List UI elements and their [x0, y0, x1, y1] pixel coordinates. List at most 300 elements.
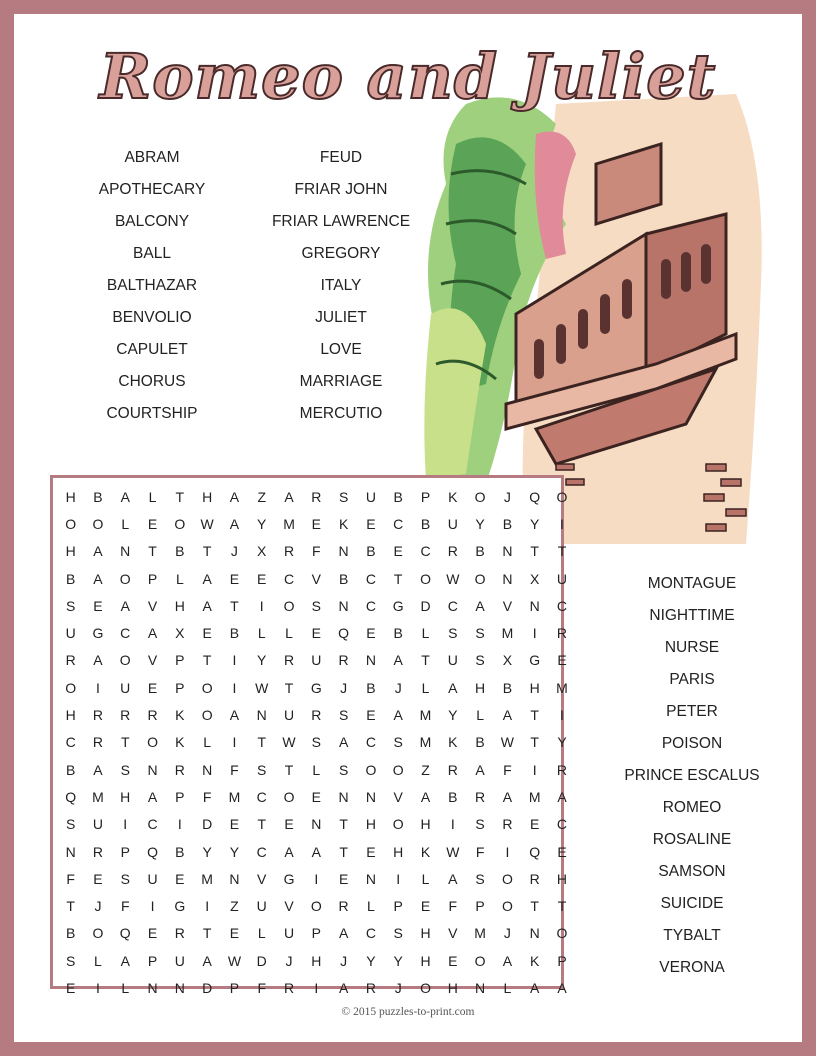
- grid-letter[interactable]: H: [311, 952, 322, 969]
- grid-letter[interactable]: R: [338, 652, 349, 669]
- grid-letter[interactable]: A: [475, 761, 485, 778]
- grid-letter[interactable]: I: [259, 597, 264, 614]
- grid-letter[interactable]: E: [147, 679, 158, 696]
- grid-letter[interactable]: K: [420, 843, 431, 860]
- grid-letter[interactable]: E: [366, 843, 376, 860]
- grid-letter[interactable]: D: [420, 597, 431, 614]
- grid-letter[interactable]: J: [340, 952, 348, 969]
- grid-letter[interactable]: V: [448, 925, 458, 942]
- grid-letter[interactable]: S: [311, 734, 321, 751]
- grid-letter[interactable]: I: [314, 979, 319, 996]
- grid-letter[interactable]: O: [474, 570, 486, 587]
- grid-letter[interactable]: T: [202, 543, 212, 560]
- grid-letter[interactable]: R: [92, 843, 103, 860]
- grid-letter[interactable]: O: [119, 652, 131, 669]
- grid-letter[interactable]: U: [283, 925, 295, 942]
- grid-letter[interactable]: A: [311, 843, 321, 860]
- grid-letter[interactable]: T: [530, 543, 539, 560]
- grid-letter[interactable]: Q: [529, 488, 541, 505]
- grid-letter[interactable]: A: [420, 788, 431, 805]
- grid-letter[interactable]: P: [147, 952, 158, 969]
- grid-letter[interactable]: O: [420, 979, 431, 996]
- grid-letter[interactable]: R: [502, 816, 513, 833]
- grid-letter[interactable]: Y: [530, 515, 540, 532]
- grid-letter[interactable]: A: [147, 625, 158, 642]
- grid-letter[interactable]: S: [65, 952, 76, 969]
- grid-letter[interactable]: O: [283, 788, 295, 805]
- grid-letter[interactable]: E: [366, 625, 376, 642]
- grid-letter[interactable]: N: [365, 788, 376, 805]
- grid-letter[interactable]: H: [174, 597, 185, 614]
- grid-letter[interactable]: T: [557, 898, 567, 915]
- grid-letter[interactable]: K: [175, 734, 185, 751]
- grid-letter[interactable]: T: [120, 734, 130, 751]
- grid-letter[interactable]: L: [148, 488, 157, 505]
- grid-letter[interactable]: S: [475, 816, 485, 833]
- grid-letter[interactable]: J: [503, 925, 511, 942]
- grid-letter[interactable]: A: [338, 979, 349, 996]
- grid-letter[interactable]: T: [175, 488, 185, 505]
- grid-letter[interactable]: L: [312, 761, 321, 778]
- grid-letter[interactable]: V: [257, 870, 267, 887]
- grid-letter[interactable]: B: [393, 488, 403, 505]
- grid-letter[interactable]: E: [557, 652, 567, 669]
- grid-letter[interactable]: Y: [229, 843, 240, 860]
- grid-letter[interactable]: J: [230, 543, 238, 560]
- grid-letter[interactable]: E: [257, 570, 267, 587]
- grid-letter[interactable]: M: [474, 925, 486, 942]
- grid-letter[interactable]: F: [448, 898, 458, 915]
- grid-letter[interactable]: G: [283, 870, 295, 887]
- grid-letter[interactable]: H: [202, 488, 213, 505]
- grid-letter[interactable]: B: [502, 679, 513, 696]
- grid-letter[interactable]: J: [340, 679, 348, 696]
- grid-letter[interactable]: X: [175, 625, 185, 642]
- grid-letter[interactable]: U: [120, 679, 131, 696]
- grid-letter[interactable]: P: [147, 570, 158, 587]
- grid-letter[interactable]: A: [120, 952, 130, 969]
- grid-letter[interactable]: C: [283, 570, 295, 587]
- grid-letter[interactable]: T: [530, 734, 539, 751]
- grid-letter[interactable]: F: [202, 788, 212, 805]
- grid-letter[interactable]: H: [420, 816, 431, 833]
- grid-letter[interactable]: O: [92, 925, 104, 942]
- grid-letter[interactable]: L: [203, 734, 212, 751]
- grid-letter[interactable]: C: [256, 843, 267, 860]
- grid-letter[interactable]: I: [177, 816, 182, 833]
- grid-letter[interactable]: O: [556, 925, 568, 942]
- grid-letter[interactable]: T: [66, 898, 75, 915]
- grid-letter[interactable]: K: [338, 515, 349, 532]
- grid-letter[interactable]: E: [338, 870, 349, 887]
- grid-letter[interactable]: A: [393, 652, 403, 669]
- grid-letter[interactable]: O: [310, 898, 322, 915]
- grid-letter[interactable]: H: [475, 679, 486, 696]
- grid-letter[interactable]: C: [365, 570, 376, 587]
- grid-letter[interactable]: A: [120, 597, 130, 614]
- grid-letter[interactable]: H: [420, 952, 431, 969]
- grid-letter[interactable]: C: [420, 543, 431, 560]
- grid-letter[interactable]: N: [338, 597, 349, 614]
- grid-letter[interactable]: P: [175, 652, 185, 669]
- grid-letter[interactable]: I: [560, 515, 564, 532]
- grid-letter[interactable]: A: [202, 570, 212, 587]
- grid-letter[interactable]: O: [174, 515, 186, 532]
- grid-letter[interactable]: H: [65, 543, 76, 560]
- grid-letter[interactable]: P: [557, 952, 567, 969]
- grid-letter[interactable]: U: [556, 570, 568, 587]
- grid-letter[interactable]: F: [230, 761, 239, 778]
- grid-letter[interactable]: W: [200, 515, 214, 532]
- grid-letter[interactable]: T: [257, 816, 266, 833]
- grid-letter[interactable]: G: [174, 898, 186, 915]
- grid-letter[interactable]: O: [92, 515, 104, 532]
- grid-letter[interactable]: A: [229, 488, 240, 505]
- grid-letter[interactable]: F: [312, 543, 321, 560]
- grid-letter[interactable]: A: [93, 761, 103, 778]
- grid-letter[interactable]: C: [447, 597, 458, 614]
- grid-letter[interactable]: W: [282, 734, 296, 751]
- grid-letter[interactable]: T: [557, 543, 567, 560]
- grid-letter[interactable]: K: [448, 488, 458, 505]
- grid-letter[interactable]: L: [421, 679, 430, 696]
- grid-letter[interactable]: E: [448, 952, 458, 969]
- grid-letter[interactable]: R: [447, 543, 458, 560]
- grid-letter[interactable]: M: [501, 625, 514, 642]
- grid-letter[interactable]: O: [65, 515, 77, 532]
- grid-letter[interactable]: S: [338, 707, 349, 724]
- grid-letter[interactable]: O: [474, 488, 486, 505]
- grid-letter[interactable]: S: [338, 488, 349, 505]
- grid-letter[interactable]: H: [420, 925, 431, 942]
- grid-letter[interactable]: B: [65, 761, 76, 778]
- grid-letter[interactable]: C: [147, 816, 158, 833]
- grid-letter[interactable]: R: [92, 707, 103, 724]
- grid-letter[interactable]: I: [505, 843, 510, 860]
- grid-letter[interactable]: S: [475, 870, 485, 887]
- grid-letter[interactable]: C: [556, 816, 568, 833]
- grid-letter[interactable]: H: [556, 870, 568, 887]
- grid-letter[interactable]: T: [530, 898, 539, 915]
- grid-letter[interactable]: Q: [529, 843, 541, 860]
- grid-letter[interactable]: N: [65, 843, 76, 860]
- grid-letter[interactable]: R: [556, 625, 568, 642]
- grid-letter[interactable]: L: [476, 707, 484, 724]
- grid-letter[interactable]: W: [446, 570, 460, 587]
- grid-letter[interactable]: B: [229, 625, 240, 642]
- grid-letter[interactable]: T: [202, 652, 212, 669]
- grid-letter[interactable]: O: [119, 570, 131, 587]
- grid-letter[interactable]: E: [530, 816, 540, 833]
- grid-letter[interactable]: L: [121, 515, 130, 532]
- grid-letter[interactable]: U: [365, 488, 376, 505]
- grid-letter[interactable]: C: [556, 597, 568, 614]
- grid-letter[interactable]: E: [366, 515, 376, 532]
- grid-letter[interactable]: A: [530, 979, 540, 996]
- grid-letter[interactable]: I: [232, 679, 237, 696]
- grid-letter[interactable]: C: [256, 788, 267, 805]
- grid-letter[interactable]: E: [229, 816, 240, 833]
- grid-letter[interactable]: J: [394, 979, 402, 996]
- grid-letter[interactable]: N: [311, 816, 322, 833]
- grid-letter[interactable]: Z: [257, 488, 266, 505]
- grid-letter[interactable]: A: [448, 679, 458, 696]
- grid-letter[interactable]: Q: [147, 843, 158, 860]
- grid-letter[interactable]: J: [394, 679, 402, 696]
- grid-letter[interactable]: P: [120, 843, 130, 860]
- grid-letter[interactable]: H: [393, 843, 404, 860]
- grid-letter[interactable]: C: [393, 515, 404, 532]
- grid-letter[interactable]: T: [393, 570, 403, 587]
- grid-letter[interactable]: R: [475, 788, 486, 805]
- grid-letter[interactable]: R: [311, 488, 322, 505]
- grid-letter[interactable]: R: [65, 652, 76, 669]
- grid-letter[interactable]: T: [530, 707, 539, 724]
- grid-letter[interactable]: U: [174, 952, 185, 969]
- grid-letter[interactable]: S: [65, 816, 76, 833]
- grid-letter[interactable]: Q: [338, 625, 350, 642]
- grid-letter[interactable]: I: [205, 898, 210, 915]
- grid-letter[interactable]: L: [503, 979, 512, 996]
- grid-letter[interactable]: R: [447, 761, 458, 778]
- grid-letter[interactable]: E: [202, 625, 212, 642]
- grid-letter[interactable]: O: [201, 707, 213, 724]
- grid-letter[interactable]: E: [393, 543, 403, 560]
- grid-letter[interactable]: P: [393, 898, 403, 915]
- grid-letter[interactable]: S: [338, 761, 349, 778]
- grid-letter[interactable]: A: [229, 707, 240, 724]
- grid-letter[interactable]: B: [393, 625, 403, 642]
- grid-letter[interactable]: Q: [119, 925, 131, 942]
- grid-letter[interactable]: R: [283, 979, 295, 996]
- grid-letter[interactable]: S: [475, 625, 485, 642]
- grid-letter[interactable]: G: [310, 679, 322, 696]
- grid-letter[interactable]: A: [147, 788, 158, 805]
- grid-letter[interactable]: A: [502, 952, 513, 969]
- grid-letter[interactable]: N: [502, 543, 513, 560]
- grid-letter[interactable]: I: [96, 679, 100, 696]
- grid-letter[interactable]: Y: [475, 515, 485, 532]
- grid-letter[interactable]: T: [284, 679, 294, 696]
- grid-letter[interactable]: X: [257, 543, 267, 560]
- grid-letter[interactable]: X: [502, 652, 513, 669]
- grid-letter[interactable]: L: [121, 979, 130, 996]
- grid-letter[interactable]: O: [65, 679, 77, 696]
- grid-letter[interactable]: X: [530, 570, 540, 587]
- grid-letter[interactable]: O: [474, 952, 486, 969]
- grid-letter[interactable]: L: [421, 625, 430, 642]
- grid-letter[interactable]: R: [529, 870, 540, 887]
- grid-letter[interactable]: U: [447, 515, 458, 532]
- grid-letter[interactable]: U: [311, 652, 322, 669]
- grid-letter[interactable]: V: [284, 898, 294, 915]
- grid-letter[interactable]: E: [366, 707, 376, 724]
- grid-letter[interactable]: T: [339, 843, 348, 860]
- grid-letter[interactable]: U: [283, 707, 295, 724]
- grid-letter[interactable]: A: [502, 707, 513, 724]
- grid-letter[interactable]: T: [230, 597, 239, 614]
- grid-letter[interactable]: E: [93, 597, 103, 614]
- grid-letter[interactable]: N: [229, 870, 240, 887]
- grid-letter[interactable]: V: [147, 597, 158, 614]
- grid-letter[interactable]: O: [147, 734, 158, 751]
- grid-letter[interactable]: M: [419, 734, 432, 751]
- grid-letter[interactable]: S: [475, 652, 485, 669]
- grid-letter[interactable]: U: [256, 898, 267, 915]
- grid-letter[interactable]: A: [338, 925, 349, 942]
- grid-letter[interactable]: B: [475, 734, 485, 751]
- grid-letter[interactable]: C: [365, 597, 376, 614]
- grid-letter[interactable]: P: [175, 679, 185, 696]
- grid-letter[interactable]: B: [338, 570, 349, 587]
- grid-letter[interactable]: T: [257, 734, 266, 751]
- grid-letter[interactable]: Y: [366, 952, 376, 969]
- grid-letter[interactable]: T: [339, 816, 348, 833]
- grid-letter[interactable]: R: [556, 761, 568, 778]
- grid-letter[interactable]: E: [311, 625, 321, 642]
- grid-letter[interactable]: A: [93, 543, 103, 560]
- grid-letter[interactable]: R: [283, 652, 295, 669]
- grid-letter[interactable]: I: [123, 816, 128, 833]
- grid-letter[interactable]: B: [420, 515, 431, 532]
- grid-letter[interactable]: P: [175, 788, 185, 805]
- grid-letter[interactable]: H: [65, 707, 76, 724]
- grid-letter[interactable]: A: [393, 707, 403, 724]
- grid-letter[interactable]: B: [65, 925, 76, 942]
- grid-letter[interactable]: L: [257, 625, 266, 642]
- grid-letter[interactable]: E: [311, 515, 321, 532]
- grid-letter[interactable]: H: [529, 679, 540, 696]
- grid-letter[interactable]: I: [150, 898, 155, 915]
- grid-letter[interactable]: R: [92, 734, 103, 751]
- grid-letter[interactable]: Z: [421, 761, 430, 778]
- grid-letter[interactable]: Y: [448, 707, 458, 724]
- grid-letter[interactable]: A: [502, 788, 513, 805]
- grid-letter[interactable]: I: [232, 734, 237, 751]
- grid-letter[interactable]: B: [65, 570, 76, 587]
- grid-letter[interactable]: P: [229, 979, 240, 996]
- grid-letter[interactable]: R: [174, 925, 185, 942]
- grid-letter[interactable]: F: [475, 843, 485, 860]
- grid-letter[interactable]: J: [94, 898, 102, 915]
- grid-letter[interactable]: A: [557, 979, 567, 996]
- grid-letter[interactable]: D: [256, 952, 267, 969]
- grid-letter[interactable]: C: [365, 925, 376, 942]
- grid-letter[interactable]: Y: [557, 734, 567, 751]
- grid-letter[interactable]: S: [120, 761, 130, 778]
- grid-letter[interactable]: H: [365, 816, 376, 833]
- grid-letter[interactable]: U: [65, 625, 76, 642]
- grid-letter[interactable]: V: [311, 570, 321, 587]
- grid-letter[interactable]: M: [528, 788, 541, 805]
- grid-letter[interactable]: A: [120, 488, 130, 505]
- grid-letter[interactable]: F: [66, 870, 75, 887]
- grid-letter[interactable]: D: [202, 816, 213, 833]
- grid-letter[interactable]: H: [447, 979, 458, 996]
- grid-letter[interactable]: Y: [202, 843, 212, 860]
- grid-letter[interactable]: I: [532, 761, 537, 778]
- grid-letter[interactable]: K: [530, 952, 540, 969]
- grid-letter[interactable]: M: [201, 870, 213, 887]
- grid-letter[interactable]: E: [147, 925, 158, 942]
- grid-letter[interactable]: L: [285, 625, 293, 642]
- grid-letter[interactable]: G: [92, 625, 104, 642]
- grid-letter[interactable]: R: [120, 707, 131, 724]
- grid-letter[interactable]: W: [500, 734, 514, 751]
- grid-letter[interactable]: T: [284, 761, 294, 778]
- grid-letter[interactable]: S: [393, 925, 403, 942]
- grid-letter[interactable]: U: [92, 816, 103, 833]
- grid-letter[interactable]: O: [201, 679, 213, 696]
- grid-letter[interactable]: Y: [257, 652, 267, 669]
- grid-letter[interactable]: O: [365, 761, 377, 778]
- grid-letter[interactable]: N: [365, 652, 376, 669]
- grid-letter[interactable]: Z: [230, 898, 239, 915]
- grid-letter[interactable]: L: [367, 898, 375, 915]
- grid-letter[interactable]: N: [202, 761, 213, 778]
- grid-letter[interactable]: A: [338, 734, 349, 751]
- grid-letter[interactable]: E: [284, 816, 294, 833]
- grid-letter[interactable]: F: [503, 761, 512, 778]
- grid-letter[interactable]: C: [365, 734, 376, 751]
- grid-letter[interactable]: S: [448, 625, 458, 642]
- grid-letter[interactable]: L: [175, 570, 184, 587]
- grid-letter[interactable]: U: [447, 652, 458, 669]
- grid-letter[interactable]: I: [532, 625, 537, 642]
- grid-letter[interactable]: V: [502, 597, 513, 614]
- grid-letter[interactable]: I: [560, 707, 564, 724]
- grid-letter[interactable]: N: [365, 870, 376, 887]
- grid-letter[interactable]: F: [120, 898, 130, 915]
- grid-letter[interactable]: E: [65, 979, 76, 996]
- grid-letter[interactable]: P: [475, 898, 485, 915]
- grid-letter[interactable]: E: [147, 515, 158, 532]
- grid-letter[interactable]: S: [120, 870, 130, 887]
- grid-letter[interactable]: B: [502, 515, 513, 532]
- grid-letter[interactable]: R: [365, 979, 376, 996]
- grid-letter[interactable]: A: [93, 570, 103, 587]
- grid-letter[interactable]: T: [421, 652, 430, 669]
- grid-letter[interactable]: N: [147, 979, 158, 996]
- grid-letter[interactable]: K: [175, 707, 185, 724]
- grid-letter[interactable]: S: [311, 597, 321, 614]
- grid-letter[interactable]: E: [311, 788, 321, 805]
- grid-letter[interactable]: A: [284, 843, 294, 860]
- grid-letter[interactable]: K: [448, 734, 458, 751]
- grid-letter[interactable]: E: [557, 843, 567, 860]
- grid-letter[interactable]: W: [446, 843, 460, 860]
- grid-letter[interactable]: A: [475, 597, 485, 614]
- grid-letter[interactable]: I: [96, 979, 100, 996]
- grid-letter[interactable]: N: [529, 925, 540, 942]
- grid-letter[interactable]: O: [420, 570, 431, 587]
- grid-letter[interactable]: L: [257, 925, 266, 942]
- grid-letter[interactable]: N: [147, 761, 158, 778]
- grid-letter[interactable]: E: [420, 898, 431, 915]
- grid-letter[interactable]: Q: [65, 788, 77, 805]
- grid-letter[interactable]: A: [448, 870, 458, 887]
- grid-letter[interactable]: R: [311, 707, 322, 724]
- grid-letter[interactable]: M: [92, 788, 104, 805]
- grid-letter[interactable]: B: [366, 679, 376, 696]
- grid-letter[interactable]: T: [148, 543, 157, 560]
- grid-letter[interactable]: M: [556, 679, 568, 696]
- grid-letter[interactable]: V: [147, 652, 158, 669]
- grid-letter[interactable]: S: [65, 597, 76, 614]
- grid-letter[interactable]: L: [94, 952, 102, 969]
- grid-letter[interactable]: B: [175, 543, 185, 560]
- grid-letter[interactable]: W: [227, 952, 242, 969]
